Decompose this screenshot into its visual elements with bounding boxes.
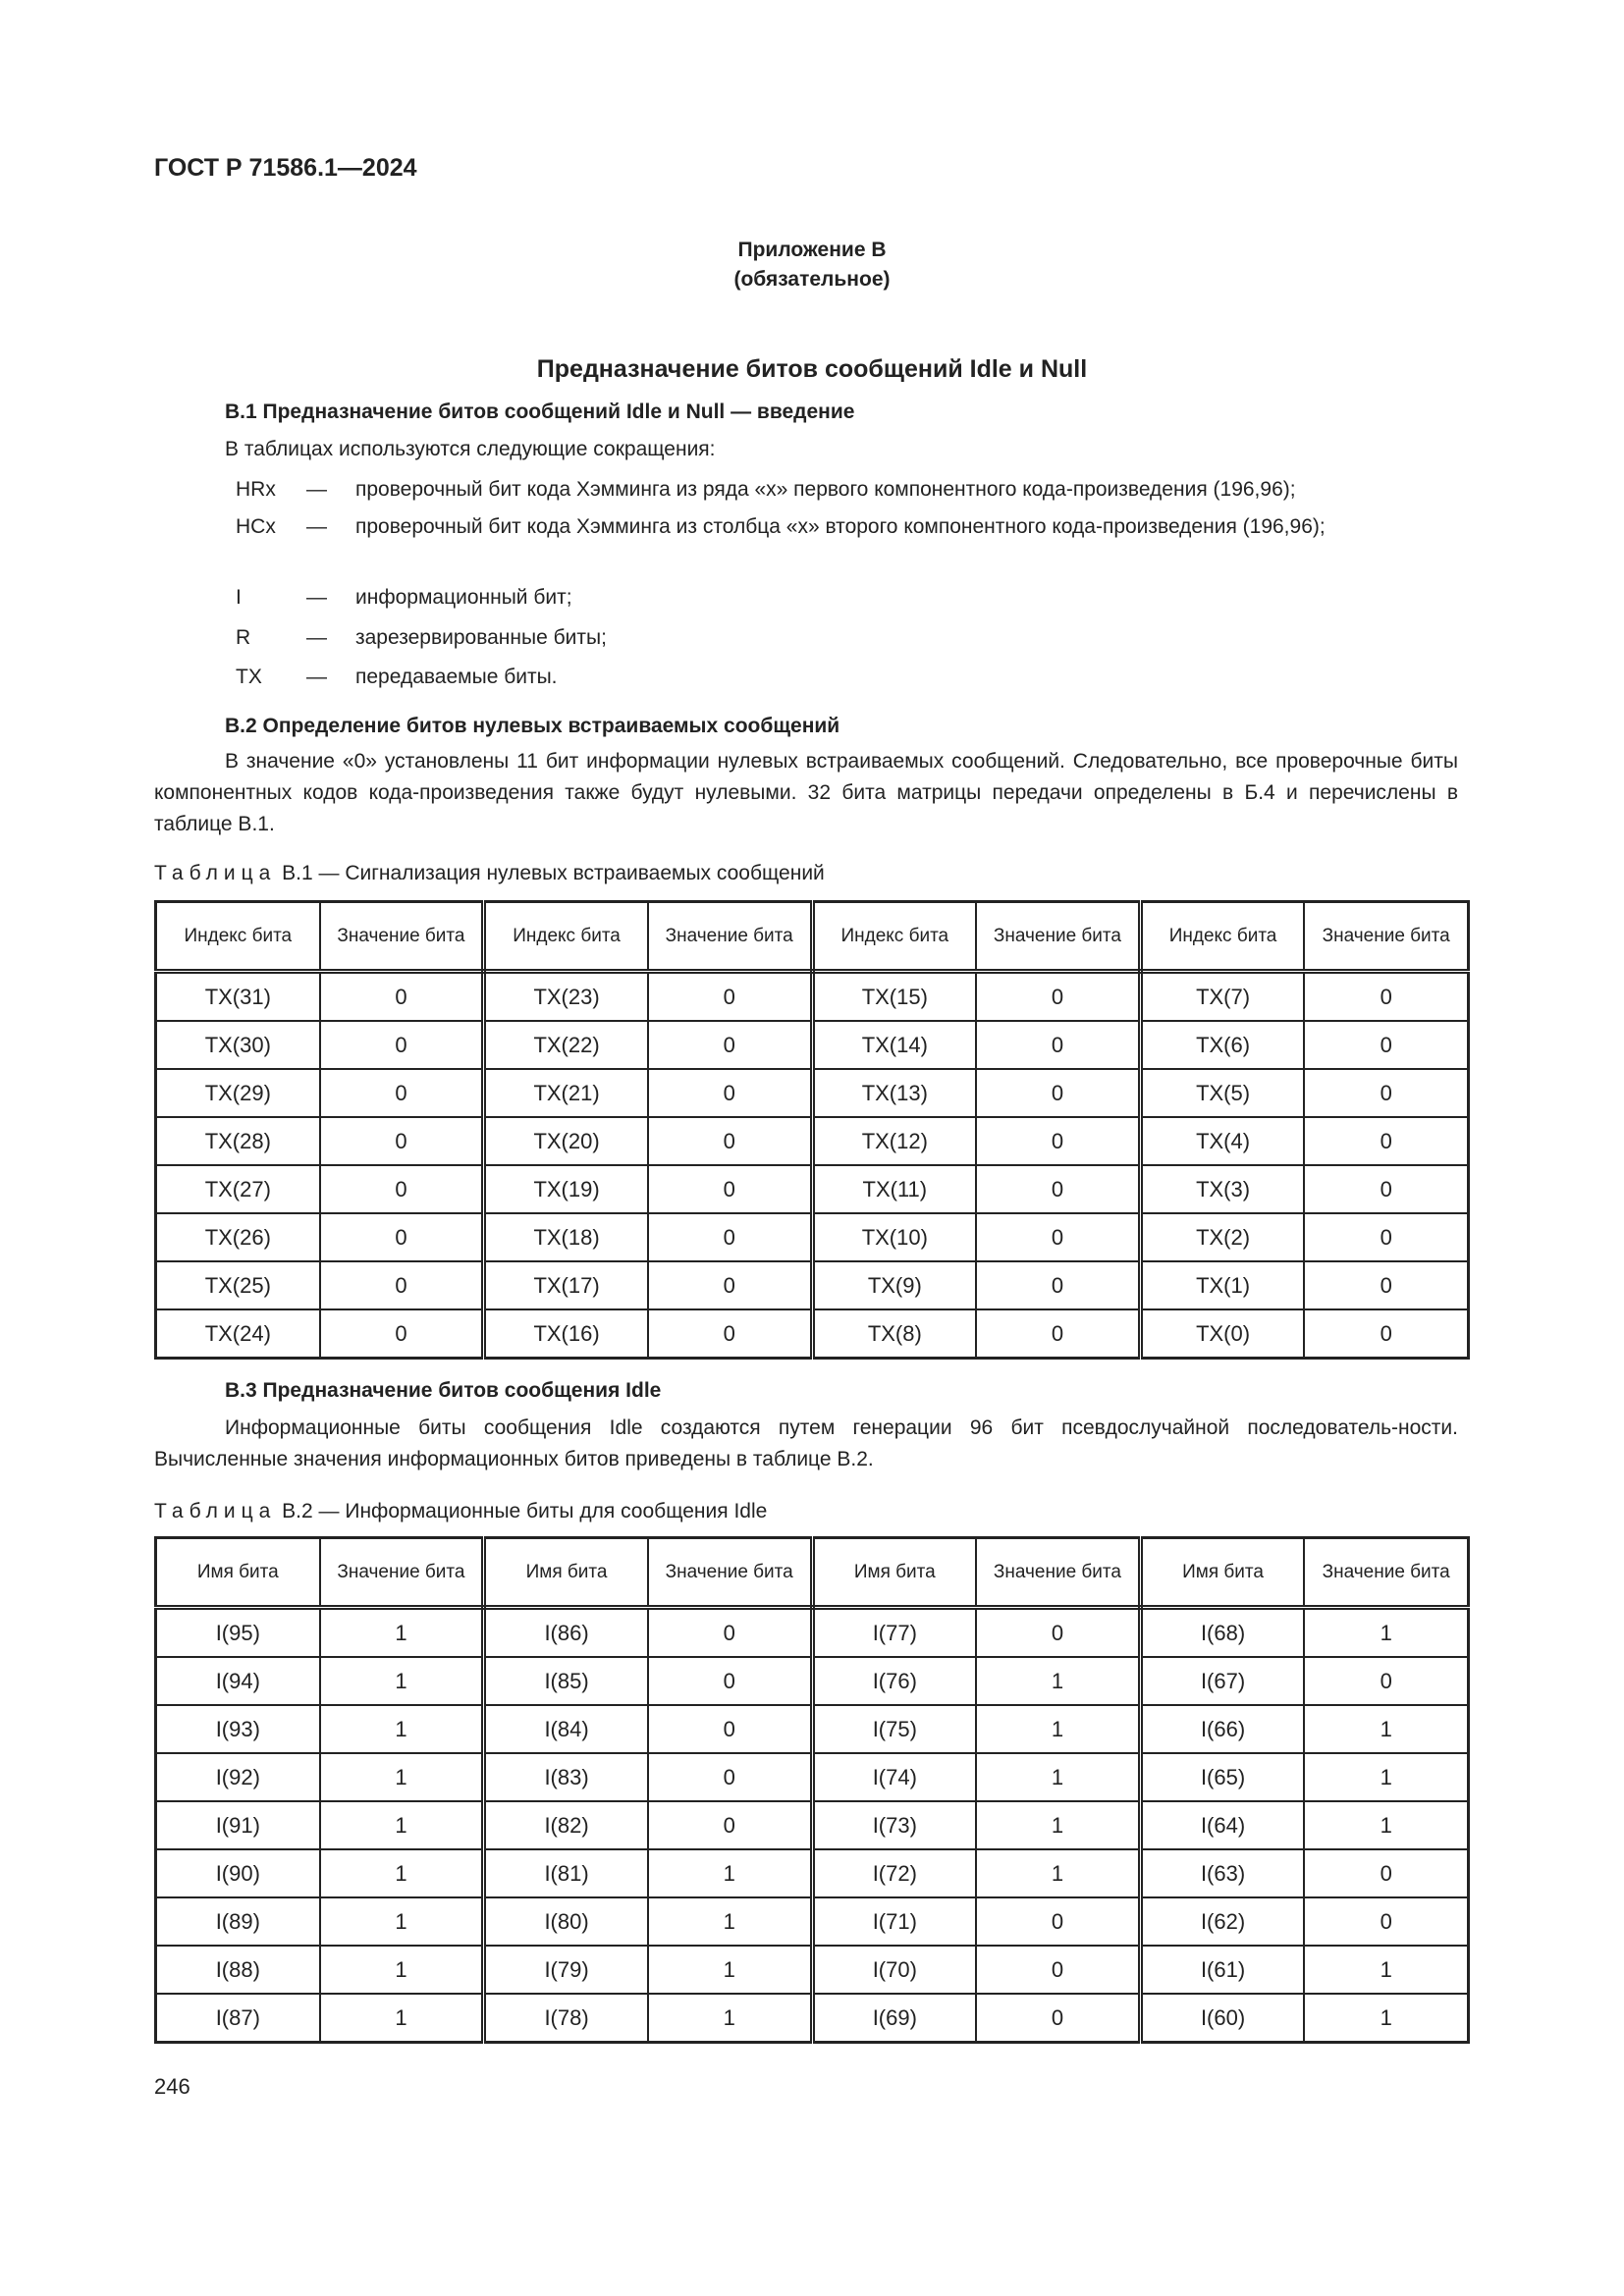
table-caption-prefix: Таблица bbox=[154, 1500, 277, 1522]
bit-value-cell: 0 bbox=[1304, 1309, 1468, 1359]
bit-value-cell: 1 bbox=[320, 1657, 484, 1705]
bit-value-cell: 0 bbox=[320, 1021, 484, 1069]
bit-index-cell: TX(24) bbox=[156, 1309, 320, 1359]
bit-index-cell: TX(5) bbox=[1140, 1069, 1304, 1117]
bit-index-cell: TX(10) bbox=[812, 1213, 976, 1261]
bit-value-cell: 0 bbox=[1304, 1261, 1468, 1309]
table-caption-text: В.1 — Сигнализация нулевых встраиваемых сообщений bbox=[276, 862, 825, 884]
bit-index-cell: TX(2) bbox=[1140, 1213, 1304, 1261]
table-row bbox=[156, 1657, 1469, 1705]
bit-value-cell: 0 bbox=[648, 1753, 812, 1801]
abbreviation-item bbox=[236, 475, 1463, 505]
bit-value-cell: 1 bbox=[320, 1705, 484, 1753]
table-b2 bbox=[154, 1536, 1470, 2044]
abbreviation-term: HCx bbox=[236, 515, 276, 538]
bit-value-cell: 0 bbox=[1304, 1849, 1468, 1897]
table-row bbox=[156, 1213, 1469, 1261]
column-header: Индекс бита bbox=[156, 902, 320, 972]
column-header: Значение бита bbox=[320, 1538, 484, 1608]
bit-value-cell: 1 bbox=[320, 1849, 484, 1897]
abbreviation-desc: проверочный бит кода Хэмминга из ряда «x» первого компонентного кода-произведения (196,96); bbox=[355, 478, 1296, 501]
bit-index-cell: I(68) bbox=[1140, 1608, 1304, 1658]
bit-value-cell: 0 bbox=[648, 1117, 812, 1165]
bit-value-cell: 0 bbox=[648, 1165, 812, 1213]
table-header-row bbox=[156, 1538, 1469, 1608]
column-header: Имя бита bbox=[156, 1538, 320, 1608]
table-row bbox=[156, 1946, 1469, 1994]
column-header: Значение бита bbox=[1304, 1538, 1468, 1608]
bit-value-cell: 1 bbox=[976, 1849, 1140, 1897]
bit-value-cell: 0 bbox=[1304, 1069, 1468, 1117]
bit-index-cell: I(66) bbox=[1140, 1705, 1304, 1753]
bit-index-cell: TX(0) bbox=[1140, 1309, 1304, 1359]
column-header: Значение бита bbox=[648, 902, 812, 972]
column-header: Индекс бита bbox=[484, 902, 648, 972]
bit-value-cell: 0 bbox=[648, 1801, 812, 1849]
bit-index-cell: I(95) bbox=[156, 1608, 320, 1658]
bit-index-cell: TX(13) bbox=[812, 1069, 976, 1117]
bit-index-cell: TX(25) bbox=[156, 1261, 320, 1309]
bit-index-cell: I(63) bbox=[1140, 1849, 1304, 1897]
section-b2-paragraph: В значение «0» установлены 11 бит информации нулевых встраиваемых сообщений. Следовательно, все проверочные биты компонентных кодов кода-произведения также будут нулевыми. 32 бита матрицы передачи определены в Б.4 и перечислены в таблице В.1. bbox=[154, 750, 1458, 835]
bit-index-cell: TX(22) bbox=[484, 1021, 648, 1069]
bit-value-cell: 0 bbox=[648, 1608, 812, 1658]
bit-value-cell: 0 bbox=[648, 1021, 812, 1069]
table-row bbox=[156, 1849, 1469, 1897]
table-b2-caption bbox=[154, 1499, 767, 1524]
bit-index-cell: I(69) bbox=[812, 1994, 976, 2043]
abbreviation-desc: передаваемые биты. bbox=[355, 666, 558, 688]
section-b3-heading: В.3 Предназначение битов сообщения Idle bbox=[225, 1379, 662, 1402]
bit-value-cell: 1 bbox=[976, 1705, 1140, 1753]
bit-value-cell: 0 bbox=[976, 1261, 1140, 1309]
page-number: 246 bbox=[154, 2074, 190, 2099]
abbreviation-term: HRx bbox=[236, 478, 276, 501]
bit-value-cell: 0 bbox=[1304, 1213, 1468, 1261]
bit-index-cell: I(88) bbox=[156, 1946, 320, 1994]
bit-index-cell: I(81) bbox=[484, 1849, 648, 1897]
bit-value-cell: 0 bbox=[648, 1069, 812, 1117]
table-row bbox=[156, 1801, 1469, 1849]
bit-index-cell: I(90) bbox=[156, 1849, 320, 1897]
bit-value-cell: 0 bbox=[976, 1994, 1140, 2043]
abbreviation-dash: — bbox=[306, 626, 327, 649]
bit-value-cell: 1 bbox=[976, 1801, 1140, 1849]
bit-value-cell: 1 bbox=[320, 1753, 484, 1801]
bit-index-cell: I(83) bbox=[484, 1753, 648, 1801]
bit-value-cell: 0 bbox=[976, 1608, 1140, 1658]
bit-index-cell: I(78) bbox=[484, 1994, 648, 2043]
bit-index-cell: TX(8) bbox=[812, 1309, 976, 1359]
appendix-status: (обязательное) bbox=[733, 268, 891, 291]
bit-index-cell: I(89) bbox=[156, 1897, 320, 1946]
bit-value-cell: 0 bbox=[648, 1705, 812, 1753]
bit-index-cell: TX(26) bbox=[156, 1213, 320, 1261]
bit-index-cell: TX(4) bbox=[1140, 1117, 1304, 1165]
bit-index-cell: I(71) bbox=[812, 1897, 976, 1946]
bit-index-cell: TX(9) bbox=[812, 1261, 976, 1309]
bit-value-cell: 1 bbox=[976, 1753, 1140, 1801]
bit-index-cell: I(82) bbox=[484, 1801, 648, 1849]
table-row bbox=[156, 1608, 1469, 1658]
bit-value-cell: 0 bbox=[320, 1309, 484, 1359]
bit-value-cell: 0 bbox=[976, 1946, 1140, 1994]
abbreviation-dash: — bbox=[306, 478, 327, 501]
section-b2-heading: В.2 Определение битов нулевых встраиваемых сообщений bbox=[225, 715, 840, 737]
abbreviation-dash: — bbox=[306, 586, 327, 609]
bit-value-cell: 0 bbox=[1304, 1165, 1468, 1213]
bit-value-cell: 1 bbox=[320, 1994, 484, 2043]
bit-index-cell: TX(16) bbox=[484, 1309, 648, 1359]
bit-value-cell: 0 bbox=[976, 1309, 1140, 1359]
bit-value-cell: 0 bbox=[976, 972, 1140, 1022]
bit-value-cell: 0 bbox=[648, 972, 812, 1022]
bit-value-cell: 1 bbox=[648, 1946, 812, 1994]
bit-index-cell: I(64) bbox=[1140, 1801, 1304, 1849]
abbreviation-dash: — bbox=[306, 666, 327, 688]
bit-index-cell: I(67) bbox=[1140, 1657, 1304, 1705]
bit-value-cell: 0 bbox=[976, 1897, 1140, 1946]
abbreviation-term: TX bbox=[236, 666, 262, 688]
bit-value-cell: 0 bbox=[1304, 1657, 1468, 1705]
bit-index-cell: TX(31) bbox=[156, 972, 320, 1022]
table-row bbox=[156, 1117, 1469, 1165]
bit-index-cell: TX(15) bbox=[812, 972, 976, 1022]
table-header-row bbox=[156, 902, 1469, 972]
bit-index-cell: I(73) bbox=[812, 1801, 976, 1849]
bit-index-cell: I(92) bbox=[156, 1753, 320, 1801]
bit-index-cell: TX(7) bbox=[1140, 972, 1304, 1022]
table-row bbox=[156, 1309, 1469, 1359]
bit-value-cell: 1 bbox=[1304, 1946, 1468, 1994]
bit-index-cell: I(80) bbox=[484, 1897, 648, 1946]
bit-value-cell: 1 bbox=[1304, 1753, 1468, 1801]
table-row bbox=[156, 972, 1469, 1022]
bit-index-cell: TX(1) bbox=[1140, 1261, 1304, 1309]
section-b3-paragraph: Информационные биты сообщения Idle создаются путем генерации 96 бит псевдослучайной последователь-ности. Вычисленные значения информационных битов приведены в таблице В.2. bbox=[154, 1416, 1458, 1470]
bit-index-cell: TX(11) bbox=[812, 1165, 976, 1213]
bit-index-cell: I(91) bbox=[156, 1801, 320, 1849]
abbreviation-item bbox=[236, 623, 1463, 653]
abbreviation-desc: проверочный бит кода Хэмминга из столбца «x» второго компонентного кода-произведения (196,96); bbox=[355, 515, 1326, 538]
bit-index-cell: I(74) bbox=[812, 1753, 976, 1801]
bit-value-cell: 0 bbox=[320, 1261, 484, 1309]
bit-index-cell: TX(29) bbox=[156, 1069, 320, 1117]
bit-value-cell: 0 bbox=[648, 1213, 812, 1261]
bit-index-cell: TX(3) bbox=[1140, 1165, 1304, 1213]
section-b1-intro: В таблицах используются следующие сокращения: bbox=[225, 438, 716, 460]
table-row bbox=[156, 1897, 1469, 1946]
appendix-title: Предназначение битов сообщений Idle и Null bbox=[536, 355, 1088, 383]
table-row bbox=[156, 1261, 1469, 1309]
abbreviation-term: I bbox=[236, 586, 242, 609]
bit-index-cell: TX(20) bbox=[484, 1117, 648, 1165]
bit-value-cell: 0 bbox=[976, 1021, 1140, 1069]
bit-value-cell: 0 bbox=[976, 1069, 1140, 1117]
bit-index-cell: I(65) bbox=[1140, 1753, 1304, 1801]
bit-value-cell: 0 bbox=[1304, 1117, 1468, 1165]
column-header: Индекс бита bbox=[812, 902, 976, 972]
column-header: Значение бита bbox=[648, 1538, 812, 1608]
document-id: ГОСТ Р 71586.1—2024 bbox=[154, 154, 417, 182]
bit-value-cell: 1 bbox=[1304, 1994, 1468, 2043]
column-header: Имя бита bbox=[812, 1538, 976, 1608]
bit-value-cell: 1 bbox=[320, 1946, 484, 1994]
bit-index-cell: I(76) bbox=[812, 1657, 976, 1705]
bit-index-cell: I(60) bbox=[1140, 1994, 1304, 2043]
table-caption-prefix: Таблица bbox=[154, 862, 277, 884]
bit-value-cell: 1 bbox=[320, 1897, 484, 1946]
bit-index-cell: TX(28) bbox=[156, 1117, 320, 1165]
bit-index-cell: TX(6) bbox=[1140, 1021, 1304, 1069]
bit-index-cell: TX(27) bbox=[156, 1165, 320, 1213]
table-row bbox=[156, 1069, 1469, 1117]
bit-index-cell: TX(17) bbox=[484, 1261, 648, 1309]
abbreviation-desc: зарезервированные биты; bbox=[355, 626, 607, 649]
bit-value-cell: 1 bbox=[1304, 1608, 1468, 1658]
bit-index-cell: TX(14) bbox=[812, 1021, 976, 1069]
table-row bbox=[156, 1753, 1469, 1801]
abbreviation-item bbox=[236, 583, 1463, 613]
bit-index-cell: I(84) bbox=[484, 1705, 648, 1753]
abbreviation-item bbox=[236, 663, 1463, 692]
bit-value-cell: 1 bbox=[320, 1801, 484, 1849]
bit-value-cell: 1 bbox=[1304, 1801, 1468, 1849]
table-row bbox=[156, 1165, 1469, 1213]
bit-value-cell: 0 bbox=[320, 1069, 484, 1117]
bit-index-cell: I(72) bbox=[812, 1849, 976, 1897]
table-b1-caption bbox=[154, 861, 825, 886]
bit-index-cell: I(79) bbox=[484, 1946, 648, 1994]
column-header: Значение бита bbox=[976, 1538, 1140, 1608]
table-row bbox=[156, 1705, 1469, 1753]
bit-index-cell: I(86) bbox=[484, 1608, 648, 1658]
bit-value-cell: 1 bbox=[648, 1897, 812, 1946]
column-header: Значение бита bbox=[320, 902, 484, 972]
bit-index-cell: TX(18) bbox=[484, 1213, 648, 1261]
bit-index-cell: I(94) bbox=[156, 1657, 320, 1705]
bit-value-cell: 0 bbox=[976, 1165, 1140, 1213]
bit-value-cell: 1 bbox=[648, 1849, 812, 1897]
column-header: Имя бита bbox=[1140, 1538, 1304, 1608]
column-header: Значение бита bbox=[976, 902, 1140, 972]
bit-index-cell: I(85) bbox=[484, 1657, 648, 1705]
bit-index-cell: I(62) bbox=[1140, 1897, 1304, 1946]
bit-value-cell: 0 bbox=[320, 972, 484, 1022]
bit-value-cell: 0 bbox=[648, 1657, 812, 1705]
table-b1 bbox=[154, 900, 1470, 1360]
table-row bbox=[156, 1994, 1469, 2043]
abbreviation-term: R bbox=[236, 626, 251, 649]
bit-index-cell: TX(19) bbox=[484, 1165, 648, 1213]
table-caption-text: В.2 — Информационные биты для сообщения Idle bbox=[276, 1500, 768, 1522]
section-b1-heading: В.1 Предназначение битов сообщений Idle и Null — введение bbox=[225, 400, 855, 423]
bit-index-cell: I(87) bbox=[156, 1994, 320, 2043]
bit-value-cell: 1 bbox=[1304, 1705, 1468, 1753]
appendix-label: Приложение В bbox=[737, 239, 887, 261]
column-header: Имя бита bbox=[484, 1538, 648, 1608]
bit-value-cell: 0 bbox=[320, 1165, 484, 1213]
bit-index-cell: I(61) bbox=[1140, 1946, 1304, 1994]
abbreviation-desc: информационный бит; bbox=[355, 586, 572, 609]
bit-index-cell: I(75) bbox=[812, 1705, 976, 1753]
bit-value-cell: 1 bbox=[976, 1657, 1140, 1705]
bit-index-cell: TX(30) bbox=[156, 1021, 320, 1069]
bit-value-cell: 1 bbox=[320, 1608, 484, 1658]
bit-index-cell: TX(12) bbox=[812, 1117, 976, 1165]
bit-index-cell: I(93) bbox=[156, 1705, 320, 1753]
bit-index-cell: I(70) bbox=[812, 1946, 976, 1994]
bit-value-cell: 0 bbox=[1304, 1021, 1468, 1069]
bit-value-cell: 0 bbox=[976, 1117, 1140, 1165]
bit-value-cell: 0 bbox=[648, 1309, 812, 1359]
bit-value-cell: 0 bbox=[320, 1213, 484, 1261]
bit-value-cell: 0 bbox=[1304, 1897, 1468, 1946]
bit-value-cell: 0 bbox=[1304, 972, 1468, 1022]
column-header: Индекс бита bbox=[1140, 902, 1304, 972]
abbreviation-item bbox=[236, 512, 1463, 571]
abbreviation-dash: — bbox=[306, 515, 327, 538]
table-row bbox=[156, 1021, 1469, 1069]
bit-index-cell: TX(21) bbox=[484, 1069, 648, 1117]
bit-index-cell: TX(23) bbox=[484, 972, 648, 1022]
bit-value-cell: 0 bbox=[648, 1261, 812, 1309]
column-header: Значение бита bbox=[1304, 902, 1468, 972]
bit-value-cell: 0 bbox=[976, 1213, 1140, 1261]
bit-index-cell: I(77) bbox=[812, 1608, 976, 1658]
bit-value-cell: 1 bbox=[648, 1994, 812, 2043]
bit-value-cell: 0 bbox=[320, 1117, 484, 1165]
